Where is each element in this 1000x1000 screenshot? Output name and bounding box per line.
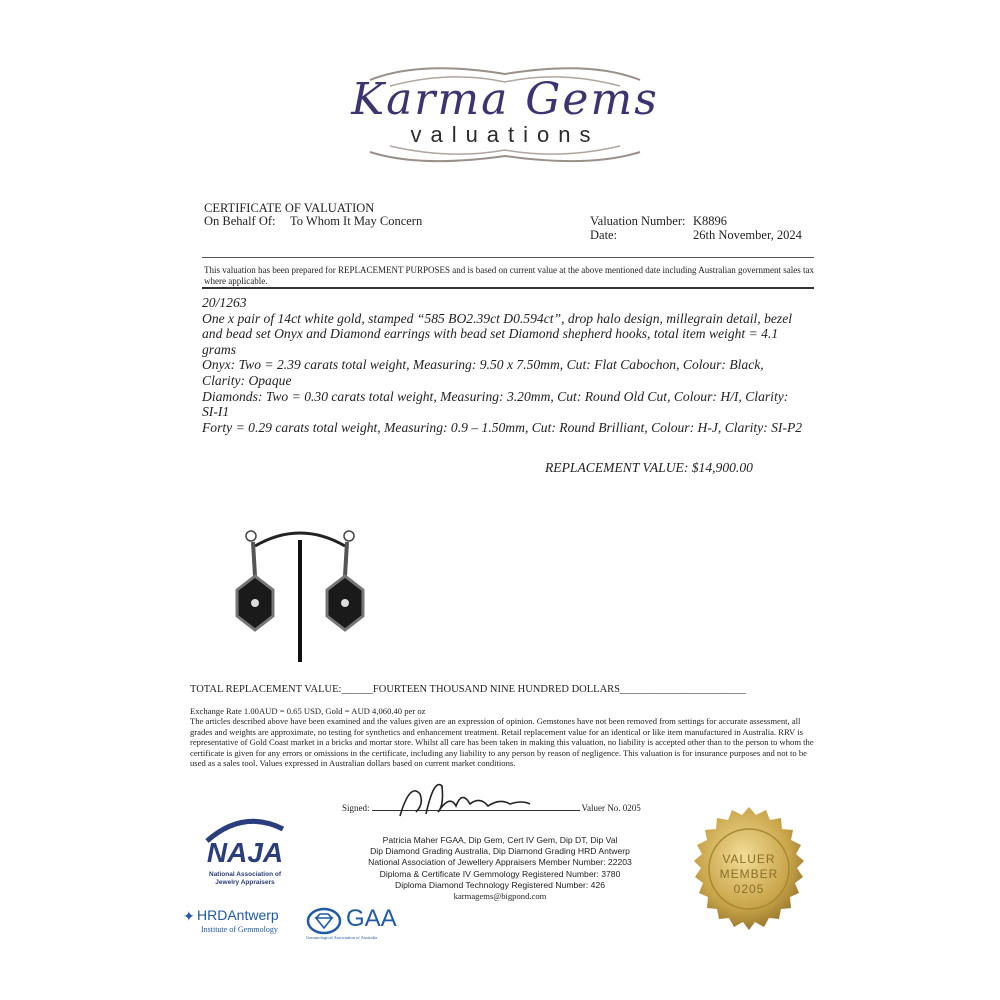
purpose-divider: [202, 287, 814, 289]
valuer-email: karmagems@bigpond.com: [453, 891, 547, 902]
naja-text: NAJA: [206, 837, 284, 868]
logo-sub-text: valuations: [410, 122, 600, 147]
gaa-text: GAA: [346, 905, 397, 932]
hrd-subtitle: Institute of Gemmology: [201, 925, 278, 934]
gaa-diamond-icon: [306, 907, 342, 935]
hrd-star-icon: ✦: [183, 910, 195, 925]
disclaimer-text: The articles described above have been examined and the values given are an expression of opinion. Gemstones have not been removed from settings for accurate assessment, all grades and weights are approximate, no testing for synthetics and enhancement treatment. Retail replacement value for an identical or like item manufactured in Australia. RRV is representative of Gold Coast market in a bricks and mortar store. Whilst all care has been taken in making this valuation, no liability is accepted other than to the person to whom the certificate is given for any errors or omissions in the certificate, including any liability to any person by reason of negligence. This valuation is for insurance purposes and not to be used as a sales tool. Values expressed in Australian dollars based on current market conditions.: [190, 716, 814, 769]
naja-sub-1: National Association of: [209, 871, 281, 878]
behalf-label: On Behalf Of:: [204, 214, 276, 228]
valuation-number-label: Valuation Number:: [590, 214, 686, 228]
logo-script-text: Karma Gems: [351, 74, 659, 125]
date-value: 26th November, 2024: [693, 228, 802, 242]
hrd-text: HRDAntwerp: [197, 907, 279, 923]
signed-label: Signed:: [342, 803, 370, 813]
seal-line-2: MEMBER: [719, 867, 779, 881]
earrings-photo: [215, 518, 375, 666]
certificate-title: CERTIFICATE OF VALUATION: [204, 201, 375, 215]
behalf-value: To Whom It May Concern: [290, 214, 423, 228]
item-diamonds-1: Diamonds: Two = 0.30 carats total weight, Measuring: 3.20mm, Cut: Round Old Cut, Colour: H/I, Clarity: SI-I1: [202, 388, 789, 420]
valuer-line-2: Dip Diamond Grading Australia, Dip Diamond Grading HRD Antwerp: [370, 846, 630, 857]
naja-subtitle: [195, 871, 295, 886]
item-ref: 20/1263: [202, 295, 247, 310]
header-divider: [202, 257, 814, 258]
date-label: Date:: [590, 228, 618, 242]
valuation-number-value: K8896: [693, 214, 728, 228]
item-diamonds-2: Forty = 0.29 carats total weight, Measuring: 0.9 – 1.50mm, Cut: Round Brilliant, Colour: H-J, Clarity: SI-P2: [202, 419, 803, 435]
seal-text: [705, 852, 793, 897]
purpose-note: This valuation has been prepared for REPLACEMENT PURPOSES and is based on current value at the above mentioned date including Australian government sales tax where applicable.: [204, 265, 814, 286]
gaa-logo: [306, 905, 418, 941]
total-value: FOURTEEN THOUSAND NINE HUNDRED DOLLARS: [372, 684, 621, 695]
replacement-value: REPLACEMENT VALUE: $14,900.00: [545, 460, 753, 475]
karma-gems-logo: [330, 60, 680, 170]
disclaimer-block: [190, 706, 815, 768]
naja-sub-2: Jewelry Appraisers: [215, 878, 275, 886]
total-label: TOTAL REPLACEMENT VALUE:______: [190, 684, 373, 695]
seal-line-3: 0205: [733, 882, 765, 896]
valuer-credentials: [335, 835, 665, 902]
valuer-line-3: National Association of Jewellery Appraisers Member Number: 22203: [368, 857, 632, 868]
seal-line-1: VALUER: [722, 852, 776, 866]
total-trailing: ________________________: [620, 684, 747, 695]
item-onyx: Onyx: Two = 2.39 carats total weight, Measuring: 9.50 x 7.50mm, Cut: Flat Cabochon, Colour: Black, Clarity: Opaque: [202, 357, 764, 388]
hrd-antwerp-logo: [183, 907, 298, 939]
valuer-member-seal: [675, 805, 823, 953]
item-description: One x pair of 14ct white gold, stamped “585 BO2.39ct D0.594ct”, drop halo design, millegrain detail, bezel and bead set Onyx and Diamond earrings with bead set Diamond shepherd hooks, total item weight = 4.1 grams: [202, 310, 793, 357]
handwritten-signature: [390, 776, 550, 822]
valuer-number: Valuer No. 0205: [581, 803, 641, 813]
valuer-line-5: Diploma Diamond Technology Registered Number: 426: [394, 879, 606, 890]
item-description-block: [202, 295, 806, 435]
total-replacement-line: [190, 684, 815, 695]
gaa-subtitle: Gemmological Association of Australia: [306, 935, 378, 940]
exchange-rate: Exchange Rate 1.00AUD = 0.65 USD, Gold = AUD 4,060.40 per oz: [190, 706, 426, 716]
valuer-line-4: Diploma & Certificate IV Gemmology Registered Number: 3780: [379, 868, 621, 879]
valuer-line-1: Patricia Maher FGAA, Dip Gem, Cert IV Gem, Dip DT, Dip Val: [382, 835, 618, 845]
naja-logo: [195, 815, 295, 890]
